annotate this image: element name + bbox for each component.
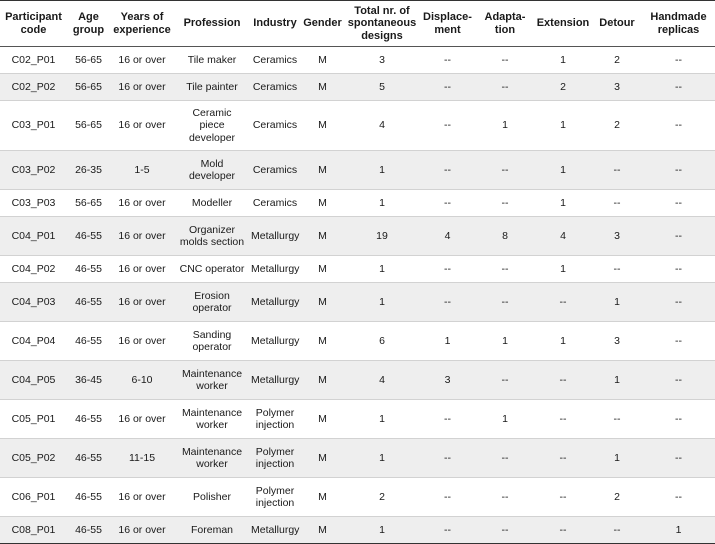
table-row (0, 190, 715, 217)
cell-text: Metallurgy (251, 229, 300, 242)
cell-adaptation: -- (476, 439, 534, 478)
cell-detour: 1 (592, 361, 642, 400)
cell-text: operator (192, 341, 232, 353)
cell-industry (250, 322, 300, 361)
cell-text: Metallurgy (251, 262, 300, 275)
header-text: group (72, 23, 105, 36)
cell-years: 16 or over (110, 322, 174, 361)
cell-text: Metallurgy (251, 373, 300, 386)
cell-years: 16 or over (110, 478, 174, 517)
cell-adaptation: 1 (476, 322, 534, 361)
table-row (0, 101, 715, 151)
header-text: code (20, 23, 47, 36)
cell-profession (174, 74, 250, 101)
header-adaptation (476, 1, 534, 47)
cell-total: 1 (345, 151, 419, 190)
cell-text: Foreman (190, 523, 233, 536)
cell-detour: 2 (592, 478, 642, 517)
cell-years: 16 or over (110, 400, 174, 439)
cell-text: CNC operator (179, 262, 245, 275)
cell-text: Maintenance (181, 367, 243, 380)
cell-extension: 1 (534, 47, 592, 74)
cell-gender: M (300, 190, 345, 217)
cell-gender: M (300, 361, 345, 400)
cell-adaptation: -- (476, 283, 534, 322)
cell-adaptation: 8 (476, 217, 534, 256)
cell-displacement: -- (419, 101, 476, 151)
cell-detour: -- (592, 256, 642, 283)
header-displacement (419, 1, 476, 47)
cell-profession (174, 283, 250, 322)
cell-replicas: -- (642, 283, 715, 322)
cell-age: 56-65 (67, 47, 110, 74)
cell-displacement: -- (419, 478, 476, 517)
cell-text: molds section (179, 236, 245, 248)
cell-text: Modeller (191, 196, 233, 209)
cell-replicas: -- (642, 217, 715, 256)
cell-age: 46-55 (67, 517, 110, 544)
cell-industry (250, 517, 300, 544)
cell-detour: 1 (592, 283, 642, 322)
cell-displacement: -- (419, 47, 476, 74)
table-row (0, 47, 715, 74)
cell-displacement: -- (419, 517, 476, 544)
cell-extension: -- (534, 439, 592, 478)
cell-years: 16 or over (110, 256, 174, 283)
cell-adaptation: -- (476, 74, 534, 101)
cell-adaptation: -- (476, 517, 534, 544)
cell-age: 26-35 (67, 151, 110, 190)
cell-age: 46-55 (67, 256, 110, 283)
cell-age: 56-65 (67, 190, 110, 217)
cell-extension: 1 (534, 101, 592, 151)
cell-text: Polymer (255, 484, 295, 497)
table-row (0, 439, 715, 478)
header-text: experience (113, 23, 171, 36)
header-text: Handmade (650, 11, 707, 23)
cell-profession (174, 400, 250, 439)
cell-industry (250, 478, 300, 517)
cell-gender: M (300, 74, 345, 101)
cell-displacement: -- (419, 283, 476, 322)
header-text: Age (78, 11, 99, 23)
header-total-spontaneous-designs (345, 1, 419, 47)
cell-displacement: -- (419, 256, 476, 283)
cell-code: C05_P02 (0, 439, 67, 478)
cell-profession (174, 47, 250, 74)
cell-text: Ceramics (252, 163, 298, 176)
header-years-of-experience (110, 1, 174, 47)
cell-replicas: -- (642, 101, 715, 151)
cell-years: 11-15 (110, 439, 174, 478)
cell-gender: M (300, 101, 345, 151)
cell-extension: -- (534, 361, 592, 400)
table-row (0, 74, 715, 101)
cell-displacement: -- (419, 439, 476, 478)
cell-industry (250, 217, 300, 256)
cell-profession (174, 256, 250, 283)
cell-replicas: -- (642, 361, 715, 400)
cell-adaptation: -- (476, 47, 534, 74)
cell-adaptation: -- (476, 151, 534, 190)
table-row (0, 283, 715, 322)
cell-detour: 2 (592, 47, 642, 74)
cell-total: 4 (345, 101, 419, 151)
cell-replicas: -- (642, 439, 715, 478)
cell-extension: 1 (534, 256, 592, 283)
cell-profession (174, 190, 250, 217)
cell-code: C03_P01 (0, 101, 67, 151)
cell-total: 5 (345, 74, 419, 101)
cell-profession (174, 361, 250, 400)
cell-age: 56-65 (67, 74, 110, 101)
cell-industry (250, 190, 300, 217)
cell-displacement: -- (419, 190, 476, 217)
cell-replicas: -- (642, 74, 715, 101)
cell-total: 3 (345, 47, 419, 74)
cell-years: 6-10 (110, 361, 174, 400)
cell-profession (174, 101, 250, 151)
cell-text: Ceramic (192, 106, 232, 119)
cell-profession (174, 217, 250, 256)
cell-industry (250, 74, 300, 101)
header-text: Profession (183, 17, 241, 30)
cell-code: C04_P04 (0, 322, 67, 361)
table-row (0, 517, 715, 544)
cell-total: 1 (345, 256, 419, 283)
cell-extension: 4 (534, 217, 592, 256)
cell-text: Metallurgy (251, 523, 300, 536)
cell-profession (174, 322, 250, 361)
cell-text: worker (196, 380, 228, 392)
cell-text: worker (196, 458, 228, 470)
cell-total: 19 (345, 217, 419, 256)
cell-industry (250, 400, 300, 439)
table-row (0, 361, 715, 400)
header-text: tion (494, 23, 516, 36)
header-detour (592, 1, 642, 47)
cell-code: C04_P01 (0, 217, 67, 256)
table-row (0, 478, 715, 517)
cell-code: C04_P02 (0, 256, 67, 283)
table-header-row (0, 1, 715, 47)
header-handmade-replicas (642, 1, 715, 47)
cell-text: Maintenance (181, 406, 243, 419)
cell-gender: M (300, 217, 345, 256)
cell-text: Polisher (193, 490, 231, 503)
table-row (0, 217, 715, 256)
cell-extension: 1 (534, 190, 592, 217)
cell-text: Sanding (192, 328, 232, 341)
cell-detour: 3 (592, 322, 642, 361)
cell-years: 16 or over (110, 517, 174, 544)
header-extension (534, 1, 592, 47)
cell-total: 6 (345, 322, 419, 361)
cell-text: Tile painter (186, 80, 238, 93)
cell-detour: 3 (592, 217, 642, 256)
cell-extension: 2 (534, 74, 592, 101)
header-participant-code (0, 1, 67, 47)
header-age-group (67, 1, 110, 47)
cell-total: 1 (345, 283, 419, 322)
header-text: Extension (536, 17, 590, 30)
cell-text: Polymer (255, 445, 295, 458)
header-text: Industry (253, 17, 297, 30)
header-text: Detour (599, 17, 635, 30)
cell-text: Organizer (188, 223, 236, 236)
cell-text: developer (188, 170, 236, 182)
cell-extension: 1 (534, 151, 592, 190)
header-text: Gender (303, 17, 342, 30)
cell-age: 46-55 (67, 322, 110, 361)
cell-text: developer (188, 131, 236, 144)
cell-displacement: 3 (419, 361, 476, 400)
header-text: Adapta- (484, 11, 526, 23)
cell-extension: -- (534, 400, 592, 439)
cell-gender: M (300, 322, 345, 361)
cell-industry (250, 47, 300, 74)
cell-total: 2 (345, 478, 419, 517)
cell-displacement: 4 (419, 217, 476, 256)
cell-code: C04_P05 (0, 361, 67, 400)
table-body (0, 47, 715, 544)
table-row (0, 151, 715, 190)
cell-code: C02_P02 (0, 74, 67, 101)
cell-industry (250, 256, 300, 283)
table-row (0, 322, 715, 361)
cell-text: Metallurgy (251, 334, 300, 347)
cell-detour: -- (592, 151, 642, 190)
cell-industry (250, 101, 300, 151)
cell-code: C03_P02 (0, 151, 67, 190)
cell-extension: 1 (534, 322, 592, 361)
cell-text: Tile maker (187, 53, 237, 66)
cell-text: Ceramics (252, 196, 298, 209)
cell-code: C02_P01 (0, 47, 67, 74)
cell-gender: M (300, 439, 345, 478)
cell-replicas: -- (642, 400, 715, 439)
cell-text: Metallurgy (251, 295, 300, 308)
header-text: Years of (120, 11, 164, 23)
cell-replicas: -- (642, 151, 715, 190)
cell-replicas: -- (642, 47, 715, 74)
cell-text: piece (199, 119, 225, 132)
cell-replicas: -- (642, 478, 715, 517)
cell-age: 56-65 (67, 101, 110, 151)
cell-text: operator (192, 302, 232, 314)
cell-industry (250, 151, 300, 190)
cell-years: 16 or over (110, 190, 174, 217)
header-text: replicas (657, 23, 700, 36)
cell-total: 1 (345, 439, 419, 478)
cell-text: injection (255, 497, 295, 509)
cell-displacement: 1 (419, 322, 476, 361)
table-row (0, 256, 715, 283)
cell-adaptation: 1 (476, 400, 534, 439)
cell-code: C05_P01 (0, 400, 67, 439)
cell-gender: M (300, 47, 345, 74)
cell-displacement: -- (419, 74, 476, 101)
cell-detour: 2 (592, 101, 642, 151)
cell-extension: -- (534, 517, 592, 544)
cell-profession (174, 478, 250, 517)
cell-industry (250, 361, 300, 400)
cell-years: 16 or over (110, 217, 174, 256)
cell-profession (174, 517, 250, 544)
cell-text: Ceramics (252, 80, 298, 93)
cell-gender: M (300, 478, 345, 517)
cell-replicas: -- (642, 322, 715, 361)
cell-text: Polymer (255, 406, 295, 419)
header-gender (300, 1, 345, 47)
cell-age: 46-55 (67, 400, 110, 439)
cell-age: 46-55 (67, 283, 110, 322)
cell-age: 36-45 (67, 361, 110, 400)
cell-replicas: 1 (642, 517, 715, 544)
cell-industry (250, 283, 300, 322)
cell-years: 1-5 (110, 151, 174, 190)
cell-gender: M (300, 517, 345, 544)
cell-text: Maintenance (181, 445, 243, 458)
cell-age: 46-55 (67, 217, 110, 256)
cell-text: Erosion (194, 289, 230, 302)
cell-displacement: -- (419, 151, 476, 190)
header-text: Displace- (423, 11, 472, 23)
cell-adaptation: 1 (476, 101, 534, 151)
cell-detour: 1 (592, 439, 642, 478)
cell-years: 16 or over (110, 101, 174, 151)
cell-text: injection (255, 419, 295, 431)
cell-age: 46-55 (67, 439, 110, 478)
cell-text: Ceramics (252, 53, 298, 66)
cell-replicas: -- (642, 190, 715, 217)
cell-adaptation: -- (476, 190, 534, 217)
cell-gender: M (300, 400, 345, 439)
cell-profession (174, 151, 250, 190)
cell-gender: M (300, 256, 345, 283)
header-text: designs (361, 29, 403, 42)
cell-detour: 3 (592, 74, 642, 101)
cell-adaptation: -- (476, 361, 534, 400)
cell-detour: -- (592, 517, 642, 544)
cell-detour: -- (592, 190, 642, 217)
cell-adaptation: -- (476, 256, 534, 283)
cell-total: 1 (345, 190, 419, 217)
cell-text: worker (196, 419, 228, 431)
cell-age: 46-55 (67, 478, 110, 517)
cell-text: Mold (200, 157, 224, 170)
cell-code: C04_P03 (0, 283, 67, 322)
cell-total: 4 (345, 361, 419, 400)
cell-adaptation: -- (476, 478, 534, 517)
table-row (0, 400, 715, 439)
cell-code: C08_P01 (0, 517, 67, 544)
header-text: ment (434, 23, 461, 36)
cell-industry (250, 439, 300, 478)
cell-detour: -- (592, 400, 642, 439)
header-text: Participant (5, 11, 62, 23)
header-text: spontaneous (347, 17, 417, 30)
cell-code: C03_P03 (0, 190, 67, 217)
cell-text: Ceramics (252, 119, 298, 132)
cell-total: 1 (345, 400, 419, 439)
cell-years: 16 or over (110, 74, 174, 101)
cell-gender: M (300, 151, 345, 190)
cell-total: 1 (345, 517, 419, 544)
cell-replicas: -- (642, 256, 715, 283)
header-text: Total nr. of (354, 4, 410, 17)
cell-extension: -- (534, 283, 592, 322)
cell-extension: -- (534, 478, 592, 517)
cell-gender: M (300, 283, 345, 322)
cell-text: injection (255, 458, 295, 470)
cell-displacement: -- (419, 400, 476, 439)
cell-profession (174, 439, 250, 478)
header-industry (250, 1, 300, 47)
cell-code: C06_P01 (0, 478, 67, 517)
header-profession (174, 1, 250, 47)
cell-years: 16 or over (110, 283, 174, 322)
cell-years: 16 or over (110, 47, 174, 74)
